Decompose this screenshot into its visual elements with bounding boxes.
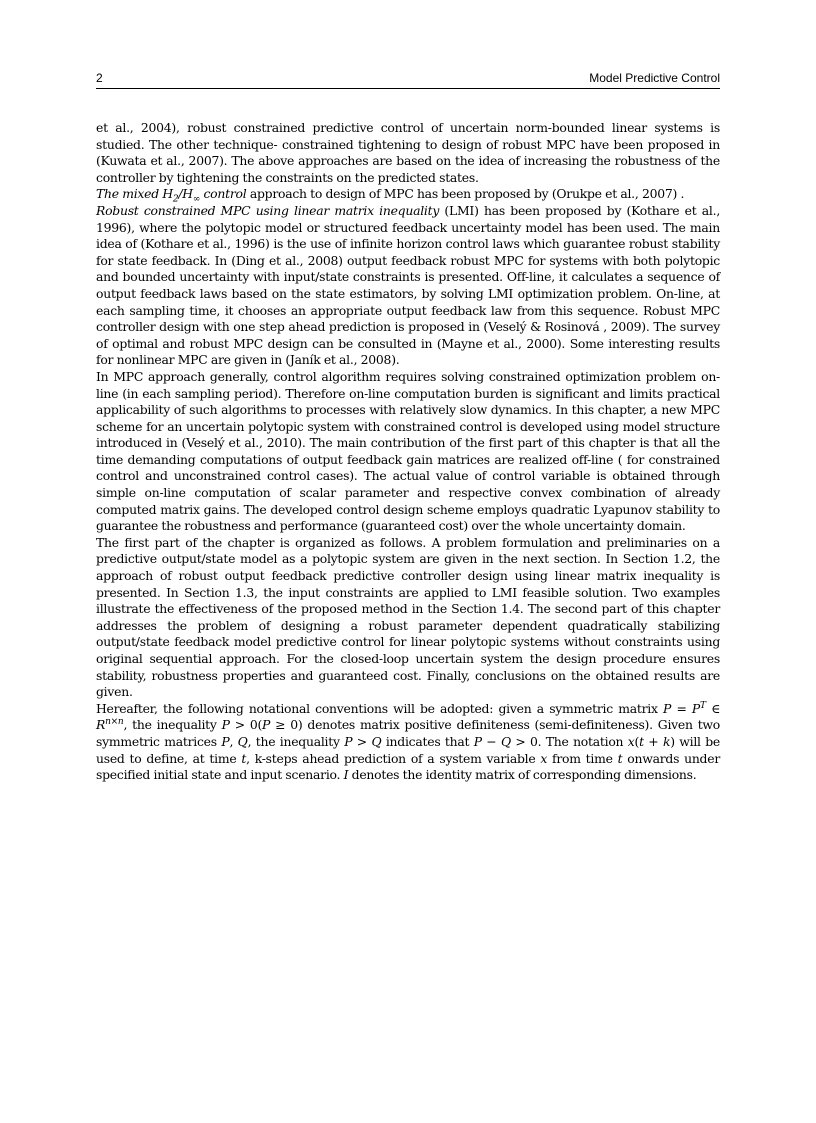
p2-italic-c: control (200, 186, 247, 202)
p2-sub-inf: ∞ (192, 194, 201, 205)
math-p: P (473, 733, 482, 749)
math-p: P (691, 700, 700, 716)
p6-t9: > (352, 733, 372, 749)
p3-italic-term: Robust constrained MPC using linear matrix inequality (96, 202, 440, 218)
math-p: P (663, 700, 672, 716)
math-p: P (221, 733, 230, 749)
p6-t14: + (643, 733, 663, 749)
p2-rest: approach to design of MPC has been proposed by (Orukpe et al., 2007) . (246, 186, 685, 202)
math-p: P (221, 717, 230, 733)
math-q: Q (500, 733, 511, 749)
math-t: t (241, 750, 247, 766)
paragraph-4: In MPC approach generally, control algorithm requires solving constrained optimization problem on-line (in each sampling period). Therefore on-line computation burden is significant and limits practical applicability of such algorithms to processes with relatively slow dynamics. In this chapter, a new MPC scheme for an uncertain polytopic system with constrained control is developed using model structure introduced in (Veselý et al., 2010). The main contribution of the first part of this chapter is that all the time demanding computations of output feedback gain matrices are realized off-line ( for constrained control and unconstrained control cases). The actual value of control variable is obtained through simple on-line computation of scalar parameter and respective convex combination of already computed matrix gains. The developed control design scheme employs quadratic Lyapunov stability to guarantee the robustness and performance (guaranteed cost) over the whole uncertainty domain. (96, 368, 720, 534)
math-x: x (627, 733, 635, 749)
math-k: k (662, 733, 671, 749)
math-p: P (344, 733, 353, 749)
p6-t4: , the inequality (123, 717, 222, 733)
paragraph-3 (96, 203, 720, 369)
math-x: x (540, 750, 548, 766)
math-t: t (639, 733, 644, 749)
math-sup-nxn: n×n (105, 717, 124, 728)
running-title: Model Predictive Control (589, 71, 720, 85)
paragraph-1: et al., 2004), robust constrained predictive control of uncertain norm-bounded linear systems is studied. The other technique- constrained tightening to design of robust MPC have been proposed in (Kuwata et al., 2007). The above approaches are based on the idea of increasing the robustness of the controller by tightening the constraints on the predicted states. (96, 120, 720, 185)
p6-t2: = (671, 700, 692, 716)
math-q: Q (371, 733, 382, 749)
p6-t5: > 0( (229, 717, 263, 733)
p6-t19: denotes the identity matrix of corresponding dimensions. (348, 767, 697, 783)
p6-t17: from time (547, 750, 618, 766)
p6-t1: Hereafter, the following notational conventions will be adopted: given a symmetric matrix (96, 700, 664, 716)
math-p: P (262, 717, 271, 733)
paragraph-6 (96, 701, 720, 784)
p6-t18: onwards under specified initial state and input scenario. (96, 750, 720, 783)
p2-italic-a: The mixed H (96, 186, 173, 202)
p6-t12: > 0. The notation (510, 733, 628, 749)
p6-t8: , the inequality (247, 733, 345, 749)
p2-italic-b: /H (178, 186, 193, 202)
paragraph-5: The first part of the chapter is organized as follows. A problem formulation and preliminaries on a predictive output/state model as a polytopic system are given in the next section. In Section 1.2, the approach of robust output feedback predictive controller design using linear matrix inequality is presented. In Section 1.3, the input constraints are applied to LMI feasible solution. Two examples illustrate the effectiveness of the proposed method in the Section 1.4. The second part of this chapter addresses the problem of designing a robust parameter dependent quadratically stabilizing output/state feedback model predictive control for linear polytopic systems without constraints using original sequential approach. For the closed-loop uncertain system the design procedure ensures stability, robustness properties and guaranteed cost. Finally, conclusions on the obtained results are given. (96, 534, 720, 700)
page-number: 2 (96, 71, 103, 85)
math-q: Q (237, 733, 248, 749)
p6-t6: ≥ 0) denotes matrix positive definiteness (semi-definiteness). Given two symmetric matrices (96, 717, 720, 749)
p6-t7: , (229, 733, 238, 749)
p3-rest: (LMI) has been proposed by (Kothare et al., 1996), where the polytopic model or structured feedback uncertainty model has been used. The main idea of (Kothare et al., 1996) is the use of infinite horizon control laws which guarantee robust stability for state feedback. In (Ding et al., 2008) output feedback robust MPC for systems with both polytopic and bounded uncertainty with input/state constraints is presented. Off-line, it calculates a sequence of output feedback laws based on the state estimators, by solving LMI optimization problem. On-line, at each sampling time, it chooses an appropriate output feedback law from this sequence. Robust MPC controller design with one step ahead prediction is proposed in (Veselý & Rosinová , 2009). The survey of optimal and robust MPC design can be consulted in (Mayne et al., 2000). Some interesting results for nonlinear MPC are given in (Janík et al., 2008). (96, 202, 721, 368)
p6-t15: ) will be used to define, at time (96, 733, 721, 766)
math-t: t (617, 750, 623, 766)
p6-t11: − (481, 733, 501, 749)
body-text (96, 120, 720, 784)
math-sup-t: T (700, 700, 706, 711)
p6-t13: ( (634, 733, 640, 749)
running-header (96, 70, 720, 89)
p6-t10: indicates that (381, 733, 474, 749)
mixed-h2-hinf-label (96, 186, 247, 205)
math-i: I (343, 767, 349, 783)
p6-t3: ∈ (705, 700, 720, 716)
p6-t16: , k-steps ahead prediction of a system variable (246, 750, 541, 766)
math-r: R (96, 717, 106, 733)
paragraph-2 (96, 186, 720, 203)
p2-sub-2: 2 (172, 194, 179, 205)
